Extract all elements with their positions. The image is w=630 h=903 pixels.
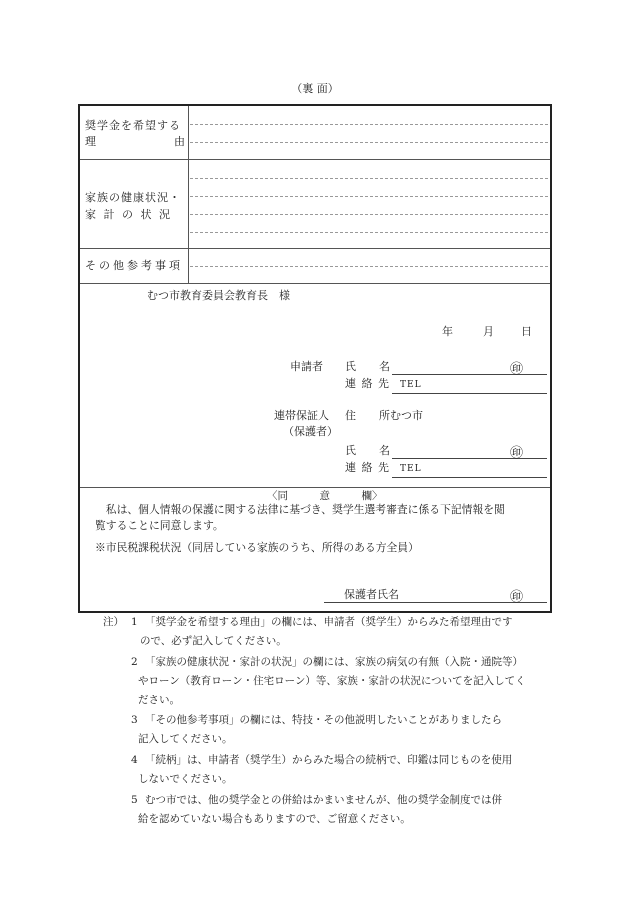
note-number: 3 bbox=[131, 714, 138, 726]
applicant-tel-label: TEL bbox=[400, 380, 422, 390]
applicant-name-label-a: 氏 bbox=[345, 360, 357, 373]
guarantor-address-label-a: 住 bbox=[345, 409, 357, 422]
applicant-role-label: 申請者 bbox=[290, 360, 323, 373]
family-status-input-line[interactable] bbox=[190, 178, 548, 179]
date-year-label: 年 bbox=[442, 325, 454, 338]
guarantor-address-label-b: 所むつ市 bbox=[379, 409, 423, 422]
note-text: 「奨学金を希望する理由」の欄には、申請者（奨学生）からみた希望理由です bbox=[145, 616, 513, 628]
note-text: ので、必ず記入してください。 bbox=[140, 635, 287, 647]
reason-input-line[interactable] bbox=[190, 142, 548, 143]
guardian-seal-icon: ㊞ bbox=[510, 590, 524, 605]
note-text: 給を認めていない場合もありますので、ご留意ください。 bbox=[138, 813, 411, 825]
note-number: 1 bbox=[131, 616, 138, 628]
guarantor-name-label-a: 氏 bbox=[345, 444, 357, 457]
notes-prefix: 注） bbox=[103, 616, 124, 628]
date-day-label: 日 bbox=[521, 325, 533, 338]
family-status-label-line2: 家 計 の 状 況 bbox=[85, 208, 172, 221]
applicant-seal-icon: ㊞ bbox=[510, 362, 524, 377]
guarantor-seal-icon: ㊞ bbox=[510, 446, 524, 461]
application-form bbox=[78, 104, 552, 613]
note-number: 4 bbox=[131, 754, 138, 766]
note-text: 「家族の健康状況・家計の状況」の欄には、家族の病気の有無（入院・通院等） bbox=[145, 656, 523, 668]
guarantor-role-label: 連帯保証人 bbox=[274, 409, 329, 422]
guarantor-tel-label: TEL bbox=[400, 464, 422, 474]
reason-input-line[interactable] bbox=[190, 124, 548, 125]
applicant-contact-field[interactable] bbox=[392, 393, 547, 394]
page-side-title: （裏 面） bbox=[291, 82, 339, 95]
label-column-divider bbox=[188, 106, 189, 283]
guarantor-role-sub-label: （保護者） bbox=[283, 425, 338, 438]
applicant-name-label-b: 名 bbox=[379, 360, 391, 373]
family-status-input-line[interactable] bbox=[190, 232, 548, 233]
other-notes-label: その他参考事項 bbox=[85, 259, 183, 272]
note-text: ださい。 bbox=[138, 694, 180, 706]
family-status-input-line[interactable] bbox=[190, 214, 548, 215]
addressee: むつ市教育委員会教育長 様 bbox=[147, 289, 290, 302]
guarantor-name-field[interactable] bbox=[392, 458, 547, 459]
note-text: 記入してください。 bbox=[138, 733, 233, 745]
applicant-contact-label: 連 絡 先 bbox=[345, 377, 390, 390]
note-text: やローン（教育ローン・住宅ローン）等、家族・家計の状況についてを記入してく bbox=[138, 675, 526, 687]
note-text: しないでください。 bbox=[138, 773, 233, 785]
row-divider bbox=[80, 283, 550, 284]
guardian-name-label: 保護者氏名 bbox=[344, 588, 399, 601]
reason-label-line2a: 理 bbox=[85, 135, 97, 148]
consent-item: ※市民税課税状況（同居している家族のうち、所得のある方全員） bbox=[95, 541, 419, 554]
guarantor-contact-field[interactable] bbox=[392, 477, 547, 478]
row-divider bbox=[80, 159, 550, 160]
consent-title: 〈同 意 欄〉 bbox=[267, 490, 383, 502]
reason-label-line2b: 由 bbox=[174, 135, 186, 148]
other-notes-input-line[interactable] bbox=[190, 266, 548, 267]
reason-label-line1: 奨学金を希望する bbox=[85, 119, 181, 132]
guarantor-contact-label: 連 絡 先 bbox=[345, 461, 390, 474]
note-number: 2 bbox=[131, 656, 138, 668]
family-status-input-line[interactable] bbox=[190, 196, 548, 197]
guarantor-name-label-b: 名 bbox=[379, 444, 391, 457]
row-divider bbox=[80, 248, 550, 249]
applicant-name-field[interactable] bbox=[392, 374, 547, 375]
note-text: 「その他参考事項」の欄には、特技・その他説明したいことがありましたら bbox=[145, 714, 502, 726]
consent-text-line2: 覧することに同意します。 bbox=[95, 519, 224, 532]
consent-text-line1: 私は、個人情報の保護に関する法律に基づき、奨学生選考審査に係る下記情報を閲 bbox=[95, 503, 505, 516]
note-number: 5 bbox=[131, 794, 138, 806]
note-text: 「続柄」は、申請者（奨学生）からみた場合の続柄で、印鑑は同じものを使用 bbox=[145, 754, 513, 766]
note-text: むつ市では、他の奨学金との併給はかまいませんが、他の奨学金制度では併 bbox=[145, 794, 502, 806]
date-month-label: 月 bbox=[483, 325, 495, 338]
family-status-label-line1: 家族の健康状況・ bbox=[85, 191, 181, 204]
